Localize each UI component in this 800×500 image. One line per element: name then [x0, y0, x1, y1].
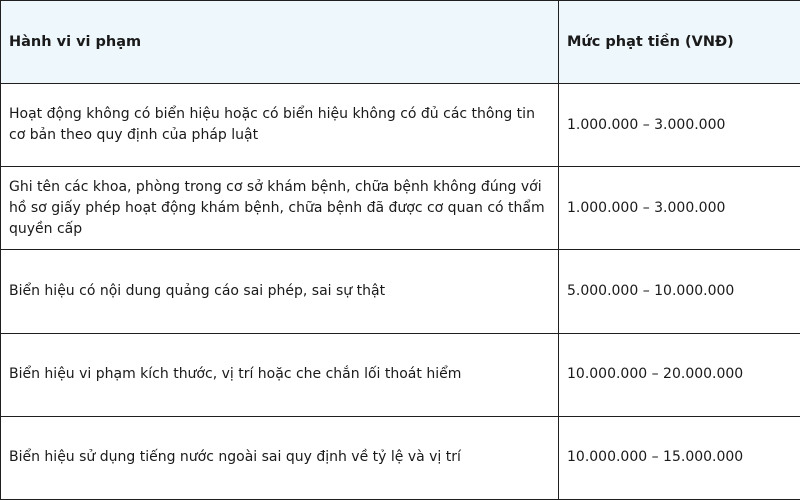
violation-cell: Biển hiệu có nội dung quảng cáo sai phép, sai sự thật — [1, 250, 559, 333]
fine-cell: 5.000.000 – 10.000.000 — [559, 250, 800, 333]
table-header-row — [1, 1, 800, 84]
table-row — [1, 416, 800, 499]
violation-cell: Biển hiệu sử dụng tiếng nước ngoài sai quy định về tỷ lệ và vị trí — [1, 416, 559, 499]
table-row — [1, 333, 800, 416]
header-violation: Hành vi vi phạm — [1, 1, 559, 84]
fine-cell: 10.000.000 – 15.000.000 — [559, 416, 800, 499]
header-fine: Mức phạt tiền (VNĐ) — [559, 1, 800, 84]
violation-cell: Ghi tên các khoa, phòng trong cơ sở khám bệnh, chữa bệnh không đúng với hồ sơ giấy phép hoạt động khám bệnh, chữa bệnh đã được cơ quan có thẩm quyền cấp — [1, 167, 559, 250]
table-row — [1, 250, 800, 333]
fine-cell: 1.000.000 – 3.000.000 — [559, 167, 800, 250]
fine-cell: 1.000.000 – 3.000.000 — [559, 84, 800, 167]
violation-cell: Hoạt động không có biển hiệu hoặc có biển hiệu không có đủ các thông tin cơ bản theo quy định của pháp luật — [1, 84, 559, 167]
table-row — [1, 84, 800, 167]
fine-cell: 10.000.000 – 20.000.000 — [559, 333, 800, 416]
violation-cell: Biển hiệu vi phạm kích thước, vị trí hoặc che chắn lối thoát hiểm — [1, 333, 559, 416]
table-row — [1, 167, 800, 250]
